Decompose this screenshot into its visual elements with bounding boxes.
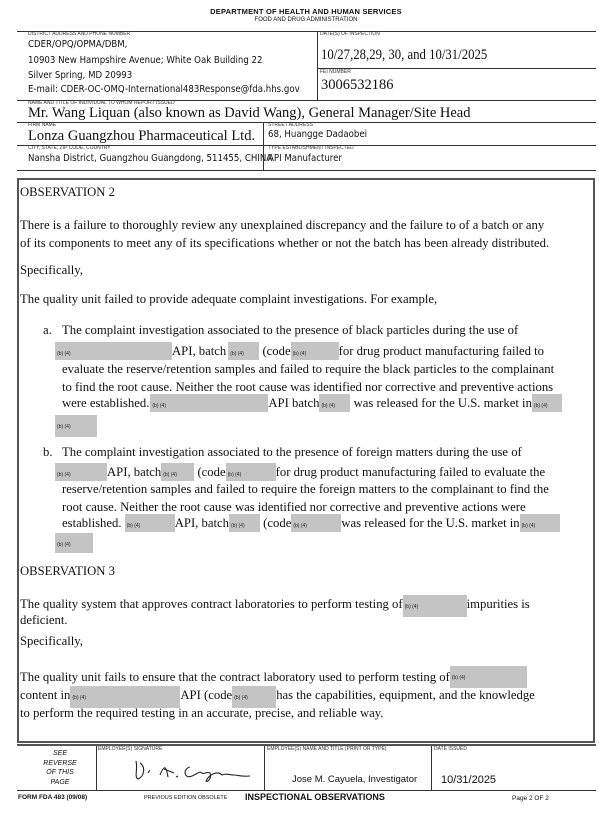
firm-label: FIRM NAME [28, 122, 57, 128]
agency-heading: FOOD AND DRUG ADMINISTRATION [254, 17, 358, 23]
inspection-dates: 10/27,28,29, 30, and 10/31/2025 [321, 47, 488, 63]
observation-3-title: OBSERVATION 3 [20, 564, 115, 578]
obs2-specifically: Specifically, [20, 263, 83, 277]
firm-name: Lonza Guangzhou Pharmaceutical Ltd. [28, 128, 256, 144]
redaction: (b) (4) [532, 394, 562, 412]
signature-image [130, 755, 260, 785]
obs3-line: The quality unit fails to ensure that the contract laboratory used to perform testing of (b) (4) [20, 670, 527, 688]
district-line: Silver Spring, MD 20993 [28, 70, 133, 81]
redaction: (b) (4) [55, 463, 107, 481]
fei-number: 3006532186 [321, 77, 394, 93]
redaction: (b) (4) [161, 463, 194, 481]
item-b-marker: b. [43, 445, 53, 459]
form-number: FORM FDA 483 (09/08) [18, 794, 88, 801]
issued-to-label: NAME AND TITLE OF INDIVIDUAL TO WHOM REPORT ISSUED [28, 100, 175, 106]
date-issued-label: DATE ISSUED [434, 746, 467, 752]
type-label: TYPE ESTABLISHMENT INSPECTED [268, 145, 354, 151]
item-b-line [55, 535, 93, 553]
form-title: INSPECTIONAL OBSERVATIONS [245, 792, 385, 802]
issued-to: Mr. Wang Liquan (also known as David Wang), General Manager/Site Head [28, 105, 471, 121]
obs3-line: content in (b) (4) API (code (b) (4) has the capabilities, equipment, and the knowledge [20, 688, 535, 708]
department-heading: DEPARTMENT OF HEALTH AND HUMAN SERVICES [210, 7, 402, 16]
redaction: (b) (4) [55, 342, 172, 360]
dates-label: DATE(S) OF INSPECTION [320, 31, 380, 37]
redaction: (b) (4) [226, 463, 276, 481]
redaction: (b) (4) [70, 686, 180, 708]
redaction: (b) (4) [450, 666, 527, 688]
city-label: CITY, STATE, ZIP CODE, COUNTRY [28, 145, 111, 151]
redaction: (b) (4) [125, 514, 175, 532]
obs3-line: to perform the required testing in an accurate, precise, and reliable way. [20, 706, 384, 720]
item-b-line: root cause. Neither the root cause was identified nor corrective and preventive actions were [62, 500, 526, 514]
redaction: (b) (4) [55, 415, 97, 437]
observations-box [17, 178, 595, 743]
item-b-line: reserve/retention samples and failed to require the foreign matters to the complainant to find the [62, 482, 549, 496]
item-a-marker: a. [43, 323, 52, 337]
district-email: E-mail: CDER-OC-OMQ-International483Response@fda.hhs.gov [28, 84, 300, 95]
employee-name-label: EMPLOYEE(S) NAME AND TITLE (PRINT OR TYPE) [267, 746, 387, 752]
employee-name: Jose M. Cayuela, Investigator [292, 774, 418, 785]
redaction: (b) (4) [232, 686, 276, 708]
redaction: (b) (4) [291, 342, 339, 360]
item-a-line: (b) (4) API, batch (b) (4) (code (b) (4) for drug product manufacturing failed to [57, 344, 545, 358]
district-line: CDER/OPQ/OPMA/DBM, [28, 39, 128, 50]
item-b-line: The complaint investigation associated to the presence of foreign matters during the use of [62, 445, 522, 459]
item-a-line: were established. (b) (4) API batch (b) (4) was released for the U.S. market in (b) (4) [62, 396, 562, 412]
establishment-type: API Manufacturer [268, 153, 342, 164]
item-b-line: (b) (4) API, batch (b) (4) (code (b) (4) for drug product manufacturing failed to evaluate the [57, 465, 546, 479]
street-label: STREET ADDRESS [268, 122, 313, 128]
redaction: (b) (4) [403, 595, 467, 617]
redaction: (b) (4) [319, 394, 350, 412]
obs2-intro-line: of its components to meet any of its specifications whether or not the batch has been already distributed. [20, 236, 550, 250]
obs2-lead: The quality unit failed to provide adequate complaint investigations. For example, [20, 292, 438, 306]
obs3-line: deficient. [20, 613, 68, 627]
signature-label: EMPLOYEE(S) SIGNATURE [98, 746, 163, 752]
item-a-line [55, 417, 97, 437]
district-label: DISTRICT ADDRESS AND PHONE NUMBER [28, 31, 131, 37]
see-reverse-note: SEE REVERSE OF THIS PAGE [43, 750, 77, 786]
item-a-line: to find the root cause. Neither the root cause was identified nor corrective and preventive actions [62, 380, 554, 394]
obs2-intro-line: There is a failure to thoroughly review any unexplained discrepancy and the failure to of a batch or any [20, 218, 545, 232]
redaction: (b) (4) [291, 514, 341, 532]
redaction: (b) (4) [228, 342, 259, 360]
fei-label: FEI NUMBER [320, 69, 351, 75]
item-b-line: established. (b) (4) API, batch (b) (4) (code (b) (4) was released for the U.S. market in (b) (4) [62, 516, 560, 532]
item-a-line: The complaint investigation associated to the presence of black particles during the use of [62, 323, 519, 337]
street-address: 68, Huangge Dadaobei [268, 129, 368, 140]
item-a-line: evaluate the reserve/retention samples and failed to require the black particles to the complainant [62, 362, 555, 376]
redaction: (b) (4) [229, 514, 260, 532]
page-number: Page 2 OF 2 [512, 795, 549, 802]
redaction: (b) (4) [150, 394, 268, 412]
obs3-line: The quality system that approves contract laboratories to perform testing of (b) (4) impurities is [20, 597, 530, 617]
observation-2-title: OBSERVATION 2 [20, 185, 115, 199]
redaction: (b) (4) [520, 514, 560, 532]
district-line: 10903 New Hampshire Avenue; White Oak Building 22 [28, 55, 263, 66]
redaction: (b) (4) [55, 533, 93, 553]
obsolete-note: PREVIOUS EDITION OBSOLETE [144, 795, 228, 801]
obs3-specifically: Specifically, [20, 634, 83, 648]
city: Nansha District, Guangzhou Guangdong, 511455, CHINA [28, 153, 273, 164]
date-issued: 10/31/2025 [441, 774, 497, 786]
